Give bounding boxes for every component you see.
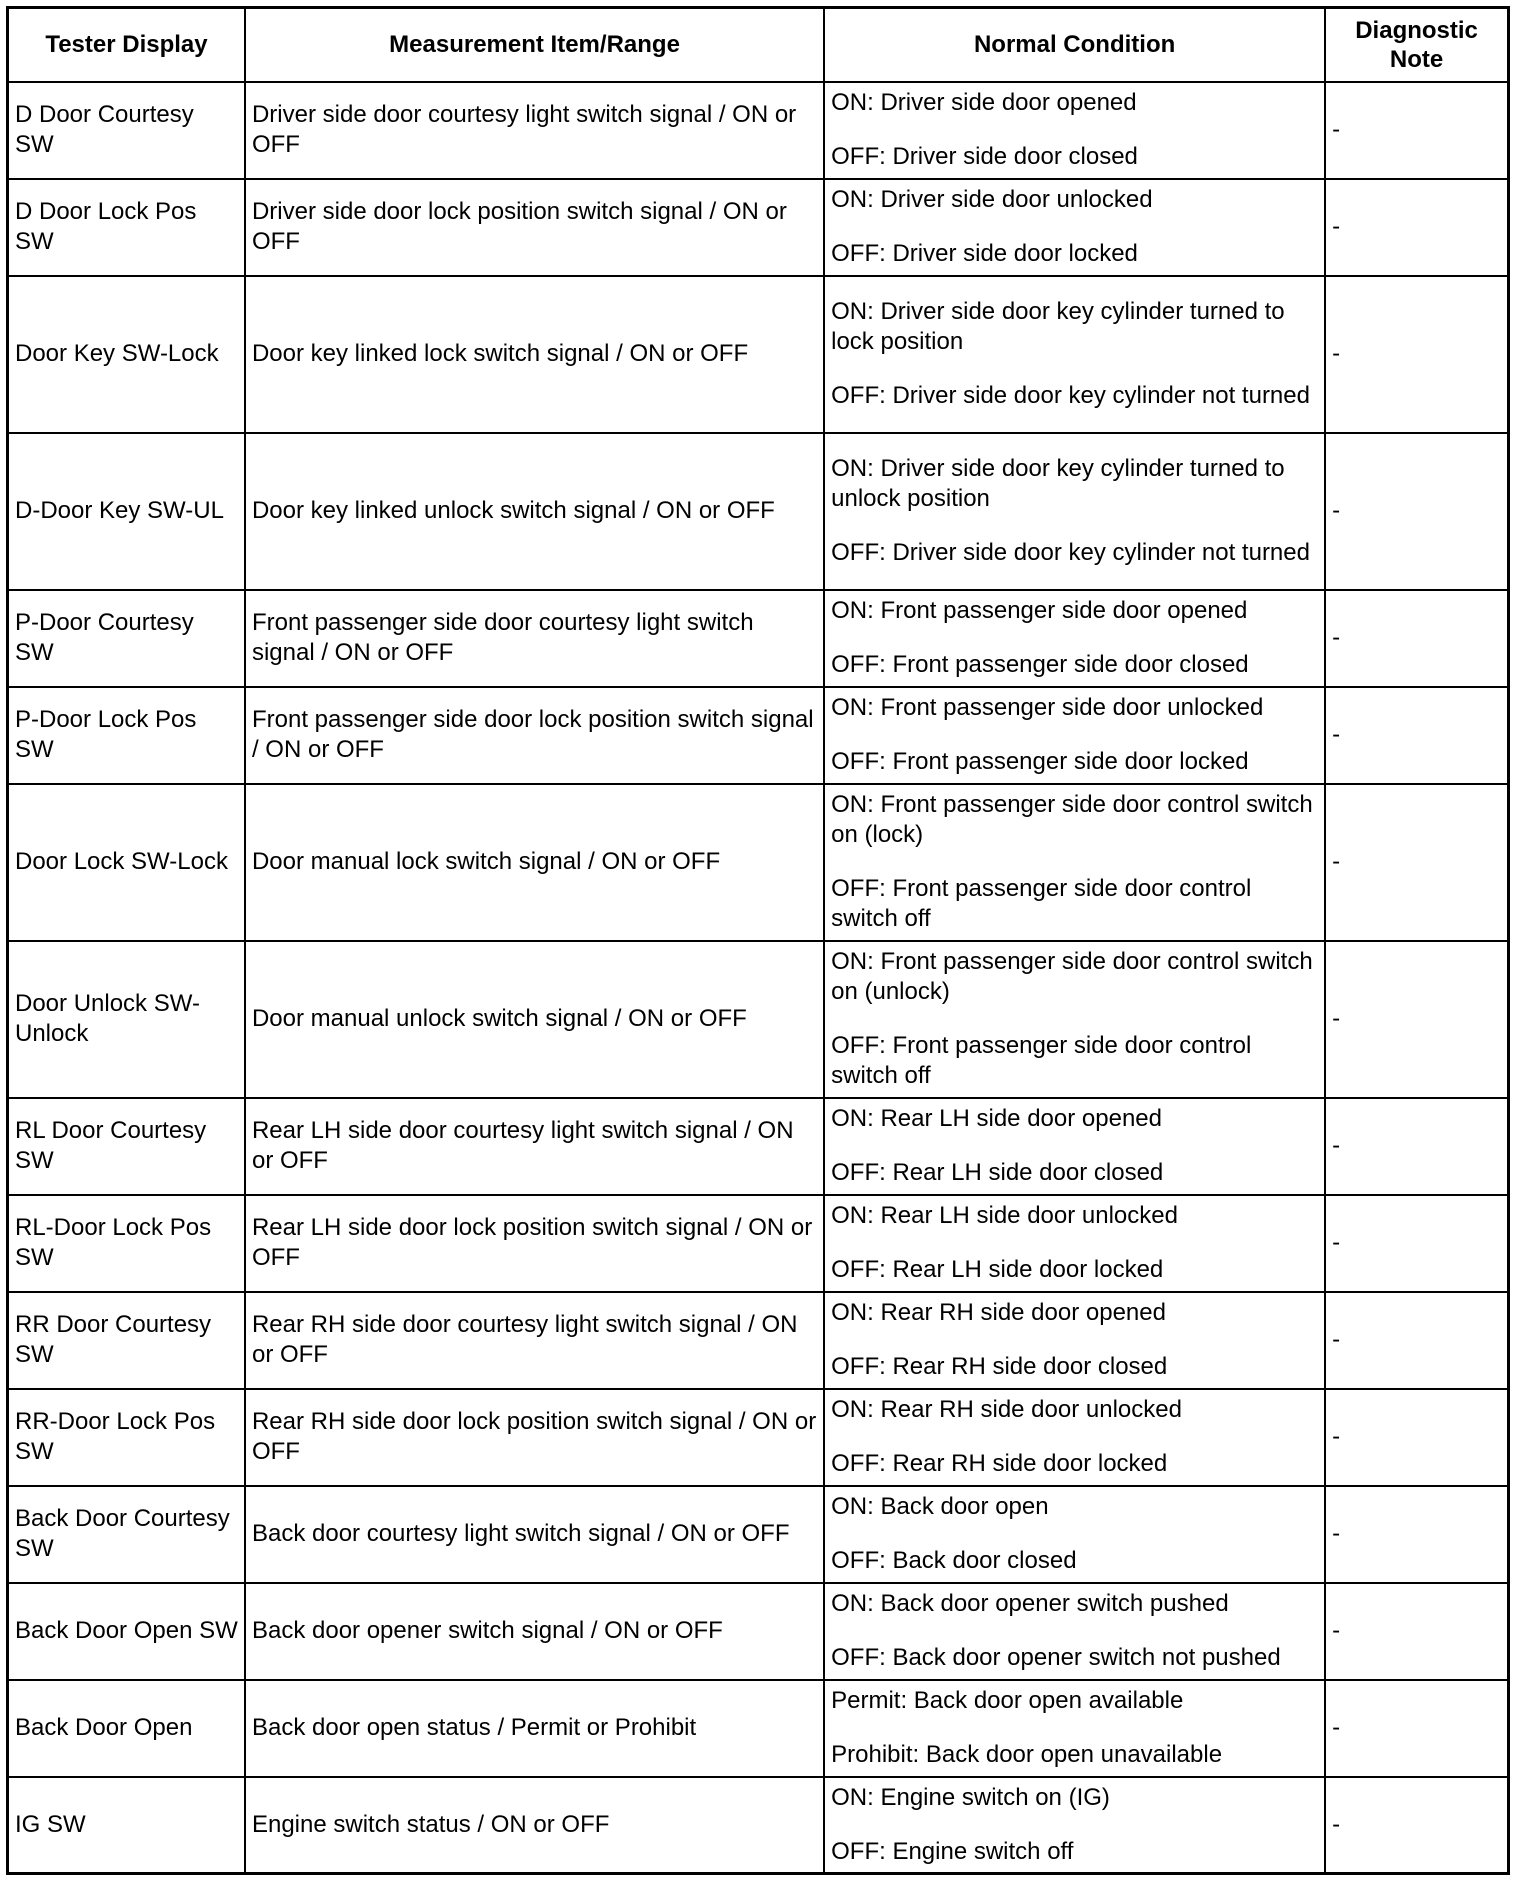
condition-off-text: OFF: Engine switch off	[831, 1837, 1074, 1865]
condition-on-text: ON: Rear RH side door unlocked	[831, 1396, 1182, 1423]
tester-display-cell: Back Door Open SW	[8, 1583, 245, 1680]
measurement-cell: Door key linked lock switch signal / ON or OFF	[245, 276, 824, 433]
measurement-cell: Door key linked unlock switch signal / ON or OFF	[245, 433, 824, 590]
condition-on-text: ON: Driver side door key cylinder turned to lock position	[831, 298, 1285, 355]
condition-on-text: ON: Back door opener switch pushed	[831, 1590, 1229, 1617]
diagnostic-note-cell: -	[1325, 1680, 1508, 1777]
diagnostic-table-container	[6, 6, 1510, 1872]
table-row	[8, 1777, 1509, 1874]
diagnostic-note-cell: -	[1325, 1486, 1508, 1583]
table-row	[8, 433, 1509, 590]
diagnostic-note-cell: -	[1325, 687, 1508, 784]
condition-off-text: OFF: Front passenger side door closed	[831, 651, 1249, 678]
condition-on-text: ON: Driver side door key cylinder turned to unlock position	[831, 455, 1285, 512]
table-row	[8, 784, 1509, 941]
header-diagnostic-note: Diagnostic Note	[1325, 8, 1508, 82]
condition-off-text: OFF: Driver side door closed	[831, 143, 1138, 170]
condition-on-text: ON: Front passenger side door control switch on (lock)	[831, 791, 1313, 848]
table-row	[8, 1389, 1509, 1486]
header-tester-display: Tester Display	[8, 8, 245, 82]
normal-condition-cell	[824, 1292, 1325, 1389]
tester-display-cell: Back Door Open	[8, 1680, 245, 1777]
tester-display-cell: P-Door Lock Pos SW	[8, 687, 245, 784]
condition-off-text: OFF: Front passenger side door control switch off	[831, 1032, 1252, 1089]
measurement-cell: Door manual lock switch signal / ON or OFF	[245, 784, 824, 941]
table-row	[8, 1195, 1509, 1292]
condition-on-text: ON: Rear LH side door opened	[831, 1105, 1162, 1132]
data-list-table	[6, 6, 1510, 1875]
tester-display-cell: D-Door Key SW-UL	[8, 433, 245, 590]
diagnostic-note-cell: -	[1325, 276, 1508, 433]
normal-condition-cell	[824, 1195, 1325, 1292]
measurement-cell: Front passenger side door courtesy light switch signal / ON or OFF	[245, 590, 824, 687]
condition-off-text: OFF: Rear LH side door closed	[831, 1159, 1164, 1186]
condition-off-text: OFF: Front passenger side door control switch off	[831, 875, 1252, 932]
normal-condition-cell	[824, 1098, 1325, 1195]
measurement-cell: Back door open status / Permit or Prohibit	[245, 1680, 824, 1777]
header-normal-condition: Normal Condition	[824, 8, 1325, 82]
table-row	[8, 687, 1509, 784]
normal-condition-cell	[824, 784, 1325, 941]
condition-off-text: OFF: Front passenger side door locked	[831, 748, 1249, 775]
table-header-row	[8, 8, 1509, 82]
condition-off-text: OFF: Back door opener switch not pushed	[831, 1644, 1281, 1671]
normal-condition-cell	[824, 1389, 1325, 1486]
diagnostic-note-cell: -	[1325, 941, 1508, 1098]
condition-on-text: ON: Driver side door unlocked	[831, 186, 1153, 213]
tester-display-cell: D Door Lock Pos SW	[8, 179, 245, 276]
normal-condition-cell	[824, 1680, 1325, 1777]
table-row	[8, 1486, 1509, 1583]
diagnostic-note-cell: -	[1325, 1389, 1508, 1486]
condition-permit-text: Permit: Back door open available	[831, 1687, 1184, 1714]
condition-off-text: OFF: Rear RH side door closed	[831, 1353, 1168, 1380]
table-row	[8, 276, 1509, 433]
measurement-cell: Door manual unlock switch signal / ON or OFF	[245, 941, 824, 1098]
measurement-cell: Front passenger side door lock position switch signal / ON or OFF	[245, 687, 824, 784]
condition-on-text: ON: Engine switch on (IG)	[831, 1783, 1110, 1811]
tester-display-cell: RR-Door Lock Pos SW	[8, 1389, 245, 1486]
tester-display-cell: Door Lock SW-Lock	[8, 784, 245, 941]
measurement-cell: Driver side door lock position switch signal / ON or OFF	[245, 179, 824, 276]
tester-display-cell: D Door Courtesy SW	[8, 82, 245, 179]
tester-display-cell: RL-Door Lock Pos SW	[8, 1195, 245, 1292]
table-row	[8, 1583, 1509, 1680]
diagnostic-note-cell: -	[1325, 179, 1508, 276]
measurement-cell: Driver side door courtesy light switch signal / ON or OFF	[245, 82, 824, 179]
condition-on-text: ON: Driver side door opened	[831, 89, 1137, 116]
diagnostic-note-cell: -	[1325, 1195, 1508, 1292]
normal-condition-cell	[824, 1486, 1325, 1583]
measurement-cell: Rear RH side door lock position switch signal / ON or OFF	[245, 1389, 824, 1486]
diagnostic-note-cell: -	[1325, 784, 1508, 941]
normal-condition-cell	[824, 687, 1325, 784]
diagnostic-note-cell: -	[1325, 590, 1508, 687]
diagnostic-note-cell: -	[1325, 1292, 1508, 1389]
measurement-cell: Engine switch status / ON or OFF	[245, 1777, 824, 1874]
diagnostic-note-cell: -	[1325, 82, 1508, 179]
normal-condition-cell	[824, 590, 1325, 687]
condition-on-text: ON: Back door open	[831, 1493, 1049, 1520]
measurement-cell: Rear LH side door lock position switch signal / ON or OFF	[245, 1195, 824, 1292]
normal-condition-cell	[824, 82, 1325, 179]
normal-condition-cell	[824, 941, 1325, 1098]
diagnostic-note-cell: -	[1325, 1098, 1508, 1195]
diagnostic-note-cell: -	[1325, 1777, 1508, 1874]
measurement-cell: Back door courtesy light switch signal / ON or OFF	[245, 1486, 824, 1583]
condition-off-text: OFF: Rear LH side door locked	[831, 1256, 1164, 1283]
normal-condition-cell	[824, 179, 1325, 276]
condition-on-text: ON: Rear LH side door unlocked	[831, 1202, 1178, 1229]
tester-display-cell: P-Door Courtesy SW	[8, 590, 245, 687]
condition-prohibit-text: Prohibit: Back door open unavailable	[831, 1741, 1223, 1768]
condition-off-text: OFF: Driver side door key cylinder not turned	[831, 382, 1310, 409]
table-row	[8, 179, 1509, 276]
normal-condition-cell	[824, 1777, 1325, 1874]
condition-off-text: OFF: Rear RH side door locked	[831, 1450, 1168, 1477]
tester-display-cell: RL Door Courtesy SW	[8, 1098, 245, 1195]
diagnostic-note-cell: -	[1325, 1583, 1508, 1680]
tester-display-cell: RR Door Courtesy SW	[8, 1292, 245, 1389]
condition-on-text: ON: Rear RH side door opened	[831, 1299, 1166, 1326]
condition-off-text: OFF: Back door closed	[831, 1547, 1077, 1574]
tester-display-cell: Door Key SW-Lock	[8, 276, 245, 433]
normal-condition-cell	[824, 276, 1325, 433]
table-row	[8, 941, 1509, 1098]
table-row	[8, 82, 1509, 179]
condition-off-text: OFF: Driver side door locked	[831, 240, 1138, 267]
normal-condition-cell	[824, 1583, 1325, 1680]
table-row	[8, 1292, 1509, 1389]
tester-display-cell: Door Unlock SW-Unlock	[8, 941, 245, 1098]
diagnostic-note-cell: -	[1325, 433, 1508, 590]
condition-on-text: ON: Front passenger side door unlocked	[831, 694, 1264, 721]
table-row	[8, 590, 1509, 687]
tester-display-cell: Back Door Courtesy SW	[8, 1486, 245, 1583]
tester-display-cell: IG SW	[8, 1777, 245, 1874]
table-row	[8, 1098, 1509, 1195]
condition-on-text: ON: Front passenger side door control switch on (unlock)	[831, 948, 1313, 1005]
table-row	[8, 1680, 1509, 1777]
condition-off-text: OFF: Driver side door key cylinder not turned	[831, 539, 1310, 566]
measurement-cell: Rear RH side door courtesy light switch signal / ON or OFF	[245, 1292, 824, 1389]
measurement-cell: Rear LH side door courtesy light switch signal / ON or OFF	[245, 1098, 824, 1195]
condition-on-text: ON: Front passenger side door opened	[831, 597, 1248, 624]
measurement-cell: Back door opener switch signal / ON or OFF	[245, 1583, 824, 1680]
normal-condition-cell	[824, 433, 1325, 590]
header-measurement-item-range: Measurement Item/Range	[245, 8, 824, 82]
